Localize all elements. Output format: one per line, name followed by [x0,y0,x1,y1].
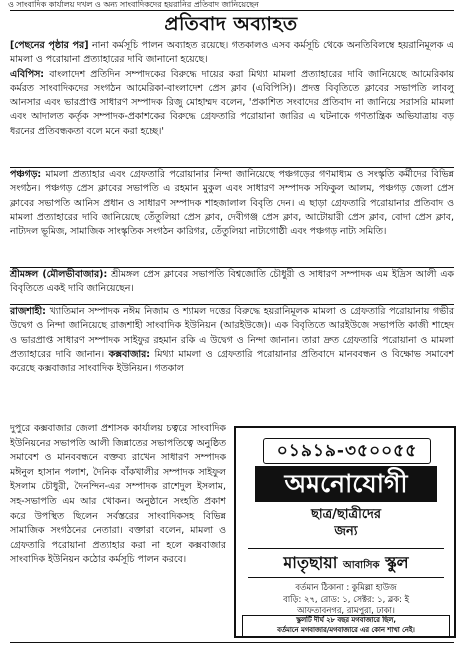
article-body-2 [10,168,454,239]
section-lead: পঞ্চগড়: [10,169,42,180]
ad-address-line: বর্তমান ঠিকানা : কুমিল্লা হাউজ [295,582,397,592]
paragraph-text: শ্রীমঙ্গল প্রেস ক্লাবের সভাপতি বিশ্বজোতি চৌধুরী ও সাধারণ সম্পাদক এম ইদ্রিস আলী এক বিবৃতিতে একই দাবি জানিয়েছেন। [10,269,454,295]
ad-school-type: আবাসিক [342,560,380,571]
ad-brand-title: অমনোযোগী [255,466,437,502]
ad-phone-number: ০১৯১৯-৩৫০০৫৫ [263,438,431,464]
paragraph-continuation [10,39,454,68]
ad-address [244,582,448,617]
paragraph-rajshahi [10,305,454,376]
top-rule [10,10,454,11]
section-lead: কক্সবাজার: [108,348,151,360]
paragraph-coxsbazar-continued: দুপুরে কক্সবাজার জেলা প্রশাসক কার্যালয় চত্বরে সাংবাদিক ইউনিয়নের সভাপতি আলী জিন্নাতের সভাপতিত্বে অনুষ্ঠিত সমাবেশ ও মানববন্ধনে বক্তব্য রাখেন সাধারণ সম্পাদক মঈনুল হাসান পলাশ, দৈনিক বাঁকখালীর সম্পাদক সাইফুল ইসলাম চৌধুরী, দৈনন্দিন-এর সম্পাদক রাশেদুল ইসলাম, সহ-সভাপতি এম আর খোকন। অনুষ্ঠানে সংহতি প্রকাশ করে উপস্থিত ছিলেন সর্বস্তরের সাংবাদিকসহ বিভিন্ন সামাজিক সংগঠনের নেতারা। বক্তারা বলেন, মামলা ও গ্রেফতারি পরোয়ানা প্রত্যাহার করা না হলে কক্সবাজার সাংবাদিক ইউনিয়ন কঠোর কর্মসূচি পালন করবে। [10,423,226,566]
ad-school-name [248,548,444,578]
article-body [10,39,454,139]
section-lead: এবিপিস: [10,68,45,80]
paragraph-abpc [10,68,454,139]
article-body-3 [10,268,454,297]
ad-school-title: মাতৃছায়া [283,553,338,572]
paragraph-text: মামলা প্রত্যাহার এবং গ্রেফতারি পরোয়ানার নিন্দা জানিয়েছে পঞ্চগড়ের গণমাধ্যম ও সংস্কৃতি কর্মীদের বিভিন্ন সংগঠন। পঞ্চগড় প্রেস ক্লাবের সভাপতি এ রহমান মুকুল এবং সাধারণ সম্পাদক সফিকুল আলম, পঞ্চগড় জেলা প্রেস ক্লাবের সভাপতি আনিস প্রধান ও সাধারণ সম্পাদক শাহজালাল বিবৃতি দেন। এ ছাড়া গ্রেফতারি পরোয়ানার প্রতিবাদ ও মামলা প্রত্যাহারের দাবি জানিয়েছে তেঁতুলিয়া প্রেস ক্লাব, দেবীগঞ্জ প্রেস ক্লাব, আটোয়ারী প্রেস ক্লাব, বোদা প্রেস ক্লাব, নাট্যদল ভূমিজ, সামাজিক সাংস্কৃতিক সংগঠন কারিগর, তেঁতুলিয়া নাট্যগোষ্ঠী এবং পঞ্চগড় নাট্য সমিতি। [10,169,454,238]
section-lead: শ্রীমঙ্গল (মৌলভীবাজার): [10,269,108,280]
ad-subtitle-line: জন্য [334,524,358,539]
ad-note-line: বর্তমানে মগবাজার/মগবাজারে এর কোন শাখা নেই। [277,625,415,634]
section-lead: রাজশাহী: [10,306,46,317]
advertisement-box [234,426,456,638]
article-body-4 [10,305,454,376]
previous-article-fragment: ও সাংবাদিক কার্যালয় দখল ও অন্য সাংবাদিকদের হয়রানির প্রতিবাদ জানিয়েছেন [8,0,259,9]
paragraph-text: বাংলাদেশ প্রতিদিন সম্পাদকের বিরুদ্ধে দায়ের করা মিথ্যা মামলা প্রত্যাহারের দাবি জানিয়েছে আমেরিকায় কর্মরত সাংবাদিকদের সংগঠন আমেরিকা-বাংলাদেশ প্রেস ক্লাব (এবিপিসি)। প্রদত্ত বিবৃতিতে ক্লাবের সভাপতি লাবলু আনসার এবং ভারপ্রাপ্ত সাধারণ সম্পাদক রিজু মোহাম্মদ বলেন, 'প্রকাশিত সংবাদের প্রতিবাদ না জানিয়ে সরাসরি মামলা এবং আদালত কর্তৃক সম্পাদক-প্রকাশকের বিরুদ্ধে গ্রেফতারি পরোয়ানা জারির এ ঘটনাকে গণতান্ত্রিক অভিযাত্রায় বড় ধরনের প্রতিবন্ধকতা বলে মনে করা হচ্ছে।' [10,68,454,137]
ad-note [242,615,450,637]
continued-tag: [পেছনের পৃষ্ঠার পর] [10,40,89,51]
ad-school-word: স্কুল [385,553,409,572]
paragraph-text: খ্যাতিমান সম্পাদক নঈম নিজাম ও শ্যামল দত্তের বিরুদ্ধে হয়রানিমূলক মামলা ও গ্রেফতারি পরোয়ানায় গভীর উদ্বেগ ও নিন্দা জানিয়েছে রাজশাহী সাংবাদিক ইউনিয়ন (আরইউজে)। এক বিবৃতিতে আরইউজে সভাপতি কাজী শাহেদ ও ভারপ্রাপ্ত সাধারণ সম্পাদক সাইফুর রহমান রকি এ উদ্বেগ ও নিন্দা জানান। তারা দ্রুত গ্রেফতারি পরোয়ানা ও মামলা প্রত্যাহারের দাবি জানান। [10,306,454,360]
article-headline: প্রতিবাদ অব্যাহত [164,13,298,35]
ad-address-line: বাড়ি: ২৭, রোড: ১, সেক্টর: ১, ব্লক: ই [283,593,409,604]
paragraph-panchagarh [10,168,454,239]
ad-note-line: স্কুলটি দীর্ঘ ২৮ বছর মগবাজারে ছিল, [296,616,396,624]
paragraph-text: মিথ্যা মামলা ও গ্রেফতারি পরোয়ানার প্রতিবাদে মানববন্ধন ও বিক্ষোভ সমাবেশ করেছে কক্সবাজার সাংবাদিক ইউনিয়ন। গতকাল [10,348,454,375]
ad-subtitle-line: ছাত্র/ছাত্রীদের [310,507,382,522]
paragraph-text: নানা কর্মসূচি পালন অব্যাহত রয়েছে। গতকালও এসব কর্মসূচি থেকে অনতিবিলম্বে হয়রানিমূলক এ মামলা ও পরোয়ানা প্রত্যাহারের দাবি জানানো হয়েছে। [10,40,454,66]
paragraph-sreemangal [10,268,454,297]
ad-subtitle [241,506,451,540]
article-column-left [10,422,226,634]
bottom-rule [10,642,454,643]
ad-address-line: আফতাবনগর, রামপুরা, ঢাকা। [297,605,395,615]
